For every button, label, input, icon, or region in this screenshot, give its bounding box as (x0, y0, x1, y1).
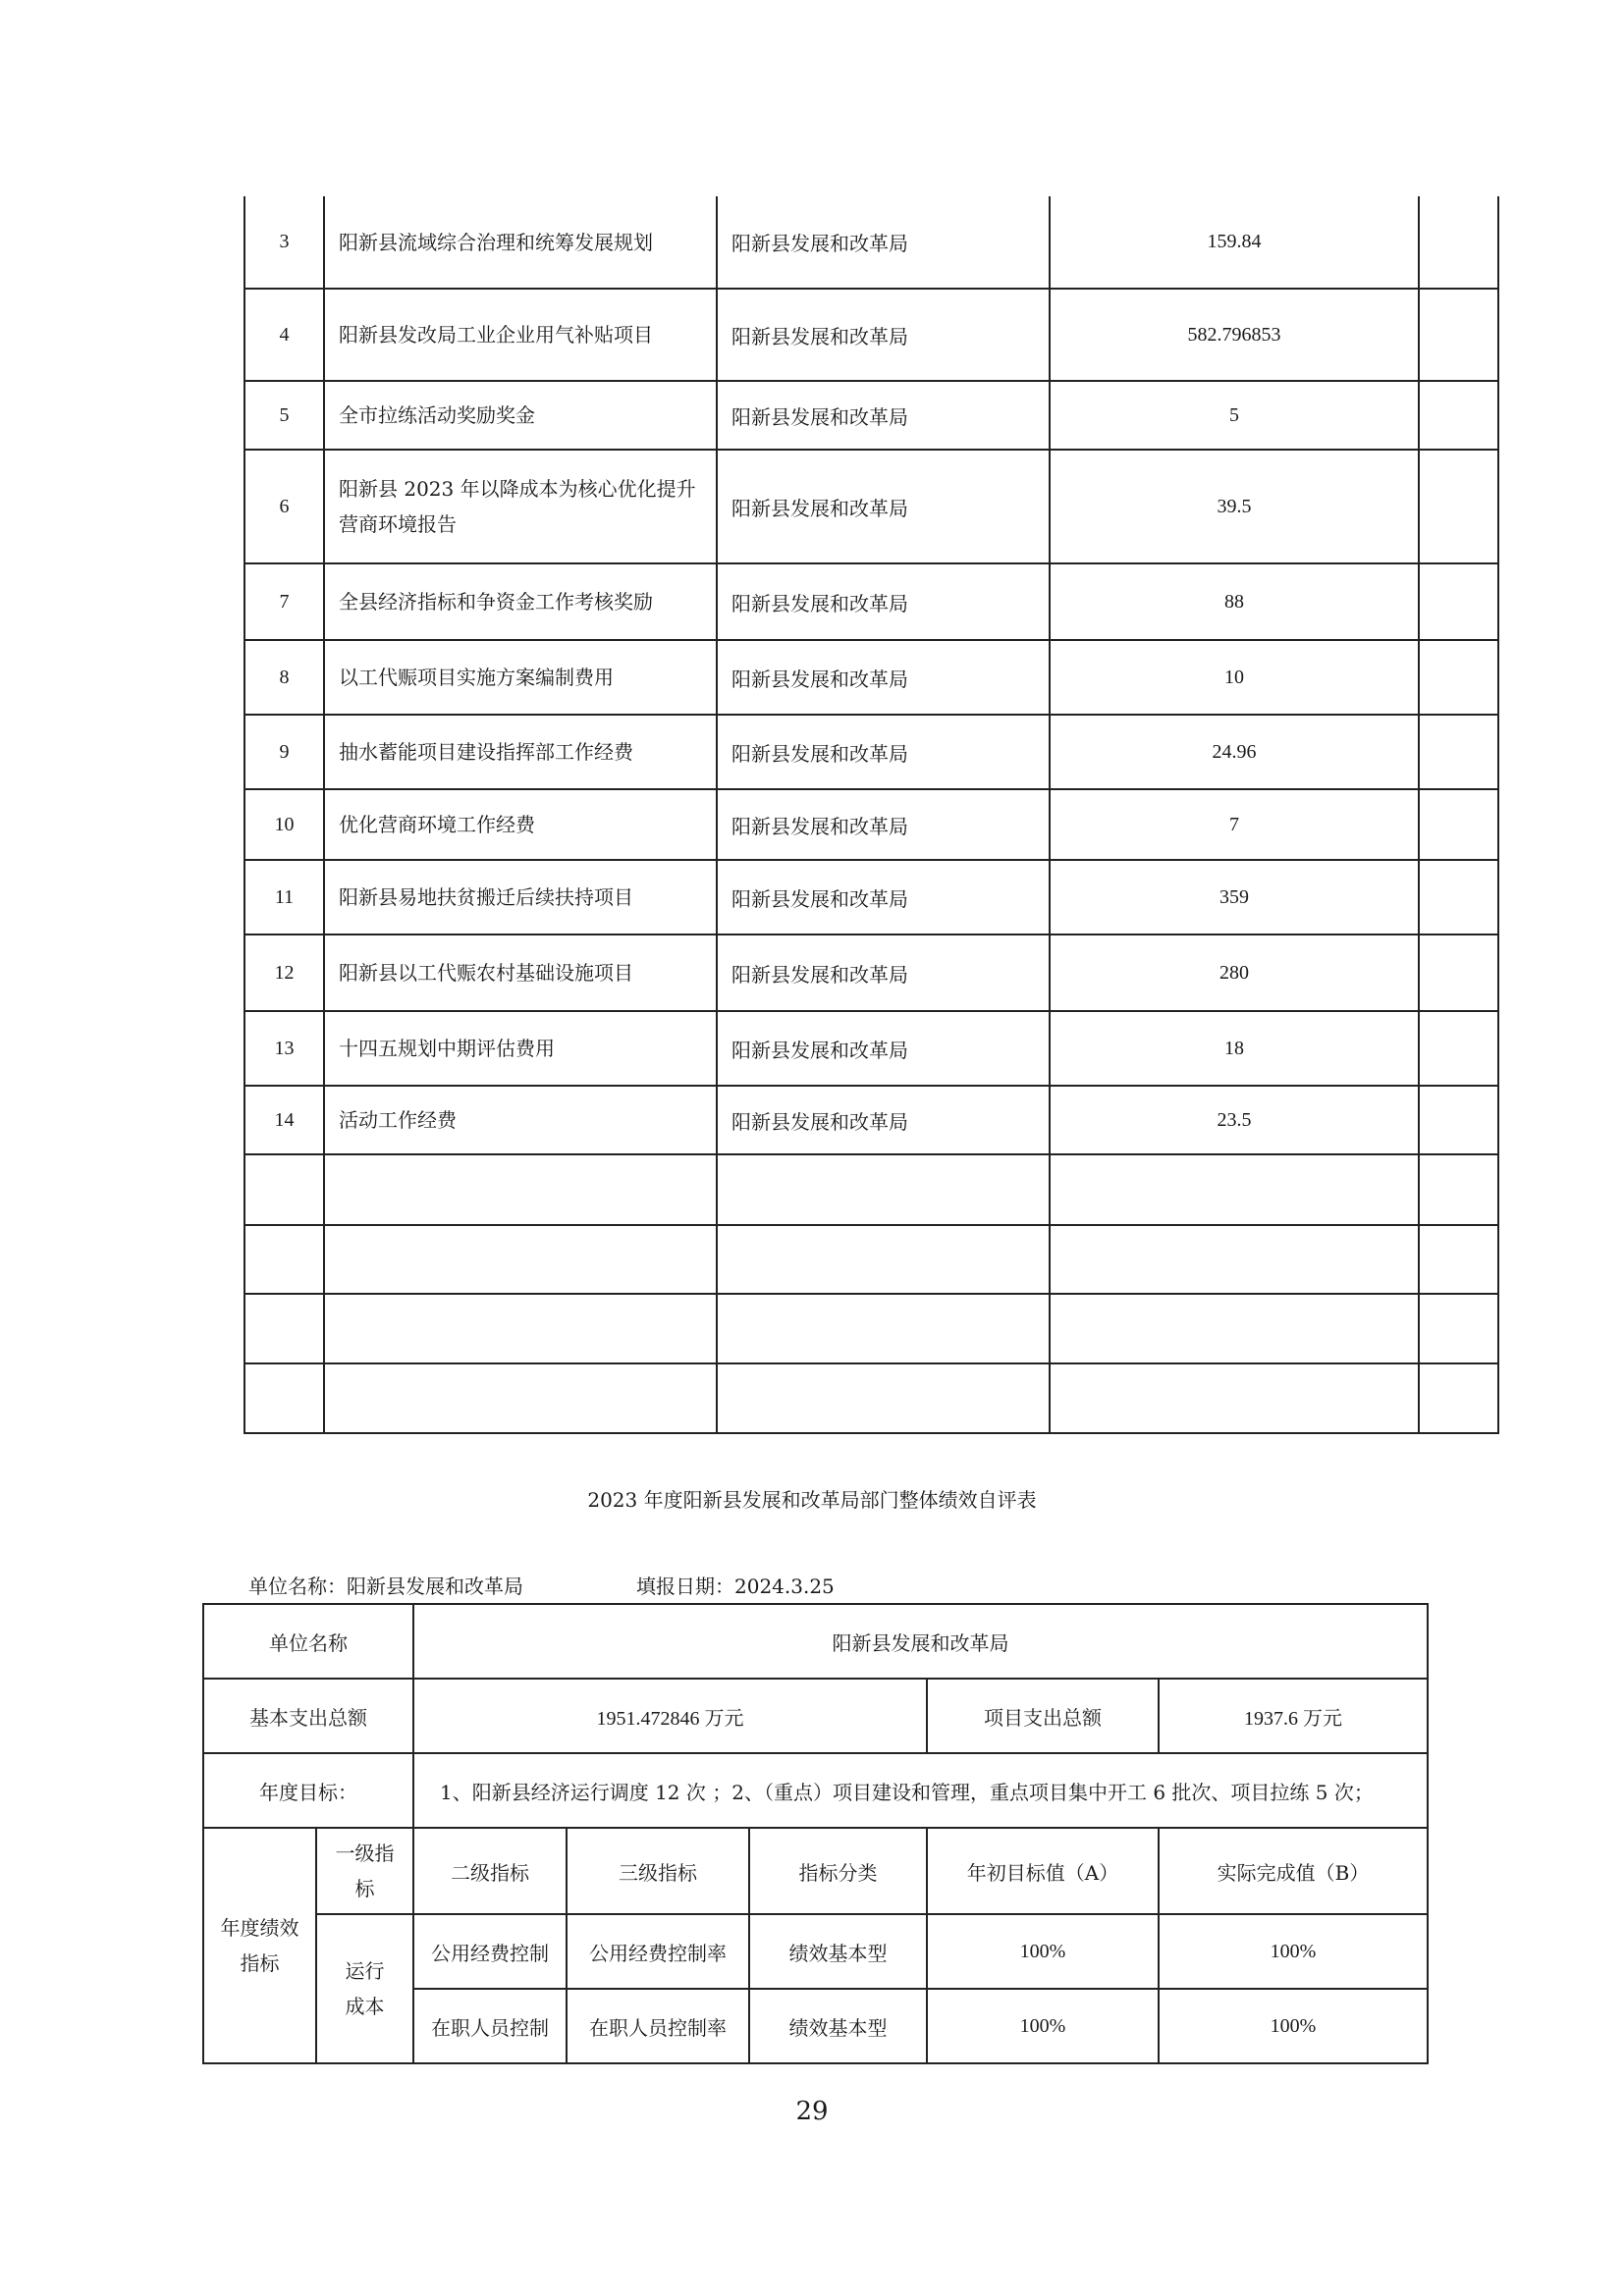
page-number: 29 (795, 2097, 829, 2126)
row-note (1419, 1294, 1498, 1363)
project-name-line: 阳新县流域综合治理和统筹发展规划 (339, 230, 653, 254)
perf-label-line-2: 指标 (240, 1951, 280, 1975)
level1-value-line-1: 运行 (345, 1959, 385, 1983)
actual-value-cell: 100% (1159, 1989, 1428, 2063)
row-note (1419, 450, 1498, 563)
row-note (1419, 860, 1498, 934)
row-note (1419, 196, 1498, 289)
row-seq: 12 (244, 934, 324, 1011)
project-name-line: 营商环境报告 (339, 512, 457, 536)
actual-value-header: 实际完成值（B） (1159, 1828, 1428, 1914)
table-row (244, 789, 1498, 860)
table-row (244, 289, 1498, 381)
level3-indicator-header: 三级指标 (567, 1828, 749, 1914)
row-amount: 23.5 (1050, 1086, 1419, 1154)
row-amount: 39.5 (1050, 450, 1419, 563)
row-project-name (324, 196, 717, 289)
row-project-name (324, 289, 717, 381)
row-project-name (324, 563, 717, 640)
row-note (1419, 1154, 1498, 1225)
unit-name-label: 单位名称：阳新县发展和改革局 (248, 1575, 523, 1598)
project-name-line: 全市拉练活动奖励奖金 (339, 403, 535, 427)
row-note (1419, 1225, 1498, 1294)
row-project-name (324, 934, 717, 1011)
row-department: 阳新县发展和改革局 (717, 715, 1050, 789)
expense-row (203, 1679, 1428, 1753)
annual-goal-header: 年度目标： (203, 1753, 413, 1828)
table-row (244, 1294, 1498, 1363)
annual-goal-value: 1、阳新县经济运行调度 12 次 ；2、（重点）项目建设和管理，重点项目集中开工 6 批次、项目拉练 5 次； (413, 1753, 1428, 1828)
row-seq: 9 (244, 715, 324, 789)
row-department (717, 1154, 1050, 1225)
row-seq: 3 (244, 196, 324, 289)
unit-name-header: 单位名称 (203, 1604, 413, 1679)
row-project-name (324, 1363, 717, 1433)
table-title: 2023 年度阳新县发展和改革局部门整体绩效自评表 (587, 1488, 1037, 1512)
row-amount (1050, 1225, 1419, 1294)
table-row (244, 450, 1498, 563)
annual-performance-indicator-header (203, 1828, 316, 2063)
initial-target-cell: 100% (927, 1914, 1159, 1989)
row-note (1419, 1086, 1498, 1154)
level3-indicator-cell: 公用经费控制率 (567, 1914, 749, 1989)
row-note (1419, 563, 1498, 640)
table-row (244, 934, 1498, 1011)
project-list-body (244, 196, 1498, 1433)
table-row (244, 1011, 1498, 1086)
level1-indicator-header (316, 1828, 413, 1914)
row-project-name (324, 860, 717, 934)
row-project-name (324, 1011, 717, 1086)
row-note (1419, 1011, 1498, 1086)
row-seq: 4 (244, 289, 324, 381)
row-department: 阳新县发展和改革局 (717, 563, 1050, 640)
row-seq (244, 1225, 324, 1294)
indicator-header-row (203, 1828, 1428, 1914)
row-project-name (324, 1294, 717, 1363)
project-name-line: 全县经济指标和争资金工作考核奖励 (339, 590, 653, 614)
row-seq (244, 1154, 324, 1225)
perf-label-line-1: 年度绩效 (220, 1916, 299, 1940)
row-seq: 13 (244, 1011, 324, 1086)
row-project-name (324, 789, 717, 860)
level1-header-line-2: 标 (354, 1877, 375, 1900)
level1-indicator-value (316, 1914, 413, 2063)
row-department (717, 1363, 1050, 1433)
row-amount (1050, 1154, 1419, 1225)
level3-indicator-cell: 在职人员控制率 (567, 1989, 749, 2063)
indicator-category-cell: 绩效基本型 (749, 1914, 927, 1989)
row-amount: 88 (1050, 563, 1419, 640)
row-note (1419, 715, 1498, 789)
table-row (244, 196, 1498, 289)
level1-value-line-2: 成本 (345, 1995, 385, 2018)
annual-goal-row (203, 1753, 1428, 1828)
row-note (1419, 381, 1498, 450)
indicator-category-cell: 绩效基本型 (749, 1989, 927, 2063)
row-amount: 24.96 (1050, 715, 1419, 789)
table-row (244, 715, 1498, 789)
row-amount: 159.84 (1050, 196, 1419, 289)
project-name-line: 抽水蓄能项目建设指挥部工作经费 (339, 740, 633, 764)
indicator-category-header: 指标分类 (749, 1828, 927, 1914)
project-list-table (244, 196, 1499, 1434)
fill-date-label: 填报日期：2024.3.25 (636, 1575, 835, 1598)
project-name-line: 活动工作经费 (339, 1108, 457, 1132)
row-amount: 10 (1050, 640, 1419, 715)
level2-indicator-header: 二级指标 (413, 1828, 567, 1914)
row-department (717, 1294, 1050, 1363)
row-amount: 18 (1050, 1011, 1419, 1086)
row-note (1419, 934, 1498, 1011)
row-project-name (324, 1225, 717, 1294)
basic-expense-header: 基本支出总额 (203, 1679, 413, 1753)
row-project-name (324, 450, 717, 563)
table-row (244, 640, 1498, 715)
row-seq: 5 (244, 381, 324, 450)
unit-name-row (203, 1604, 1428, 1679)
table-row (244, 381, 1498, 450)
row-department: 阳新县发展和改革局 (717, 860, 1050, 934)
table-row (244, 1154, 1498, 1225)
table-row (244, 563, 1498, 640)
row-amount: 359 (1050, 860, 1419, 934)
project-name-line: 阳新县以工代赈农村基础设施项目 (339, 961, 633, 985)
row-seq (244, 1294, 324, 1363)
project-name-line: 阳新县 2023 年以降成本为核心优化提升 (339, 477, 696, 501)
basic-expense-value: 1951.472846 万元 (413, 1679, 927, 1753)
row-seq: 6 (244, 450, 324, 563)
row-department: 阳新县发展和改革局 (717, 934, 1050, 1011)
row-seq: 10 (244, 789, 324, 860)
initial-target-header: 年初目标值（A） (927, 1828, 1159, 1914)
row-amount: 582.796853 (1050, 289, 1419, 381)
row-amount: 280 (1050, 934, 1419, 1011)
row-note (1419, 289, 1498, 381)
row-seq: 8 (244, 640, 324, 715)
row-department: 阳新县发展和改革局 (717, 289, 1050, 381)
row-project-name (324, 715, 717, 789)
table-row (244, 1363, 1498, 1433)
row-seq (244, 1363, 324, 1433)
row-department (717, 1225, 1050, 1294)
row-project-name (324, 1086, 717, 1154)
project-expense-header: 项目支出总额 (927, 1679, 1159, 1753)
row-department: 阳新县发展和改革局 (717, 450, 1050, 563)
project-name-line: 阳新县发改局工业企业用气补贴项目 (339, 323, 653, 347)
row-department: 阳新县发展和改革局 (717, 196, 1050, 289)
unit-name-value: 阳新县发展和改革局 (413, 1604, 1428, 1679)
project-name-line: 以工代赈项目实施方案编制费用 (339, 666, 614, 689)
project-name-line: 优化营商环境工作经费 (339, 813, 535, 836)
project-name-line: 十四五规划中期评估费用 (339, 1037, 555, 1060)
table-row (244, 1225, 1498, 1294)
row-project-name (324, 1154, 717, 1225)
row-department: 阳新县发展和改革局 (717, 640, 1050, 715)
row-amount: 5 (1050, 381, 1419, 450)
level2-indicator-cell: 公用经费控制 (413, 1914, 567, 1989)
row-project-name (324, 640, 717, 715)
table-row (244, 1086, 1498, 1154)
table-row (244, 860, 1498, 934)
row-department: 阳新县发展和改革局 (717, 381, 1050, 450)
actual-value-cell: 100% (1159, 1914, 1428, 1989)
project-expense-value: 1937.6 万元 (1159, 1679, 1428, 1753)
row-department: 阳新县发展和改革局 (717, 1086, 1050, 1154)
project-name-line: 阳新县易地扶贫搬迁后续扶持项目 (339, 885, 633, 909)
row-seq: 14 (244, 1086, 324, 1154)
row-amount (1050, 1294, 1419, 1363)
initial-target-cell: 100% (927, 1989, 1159, 2063)
performance-self-evaluation-table (202, 1603, 1429, 2064)
row-note (1419, 789, 1498, 860)
row-seq: 7 (244, 563, 324, 640)
row-department: 阳新县发展和改革局 (717, 789, 1050, 860)
row-department: 阳新县发展和改革局 (717, 1011, 1050, 1086)
level2-indicator-cell: 在职人员控制 (413, 1989, 567, 2063)
row-note (1419, 1363, 1498, 1433)
row-seq: 11 (244, 860, 324, 934)
level1-header-line-1: 一级指 (335, 1842, 395, 1865)
indicator-row (203, 1914, 1428, 1989)
row-amount: 7 (1050, 789, 1419, 860)
row-amount (1050, 1363, 1419, 1433)
row-note (1419, 640, 1498, 715)
row-project-name (324, 381, 717, 450)
